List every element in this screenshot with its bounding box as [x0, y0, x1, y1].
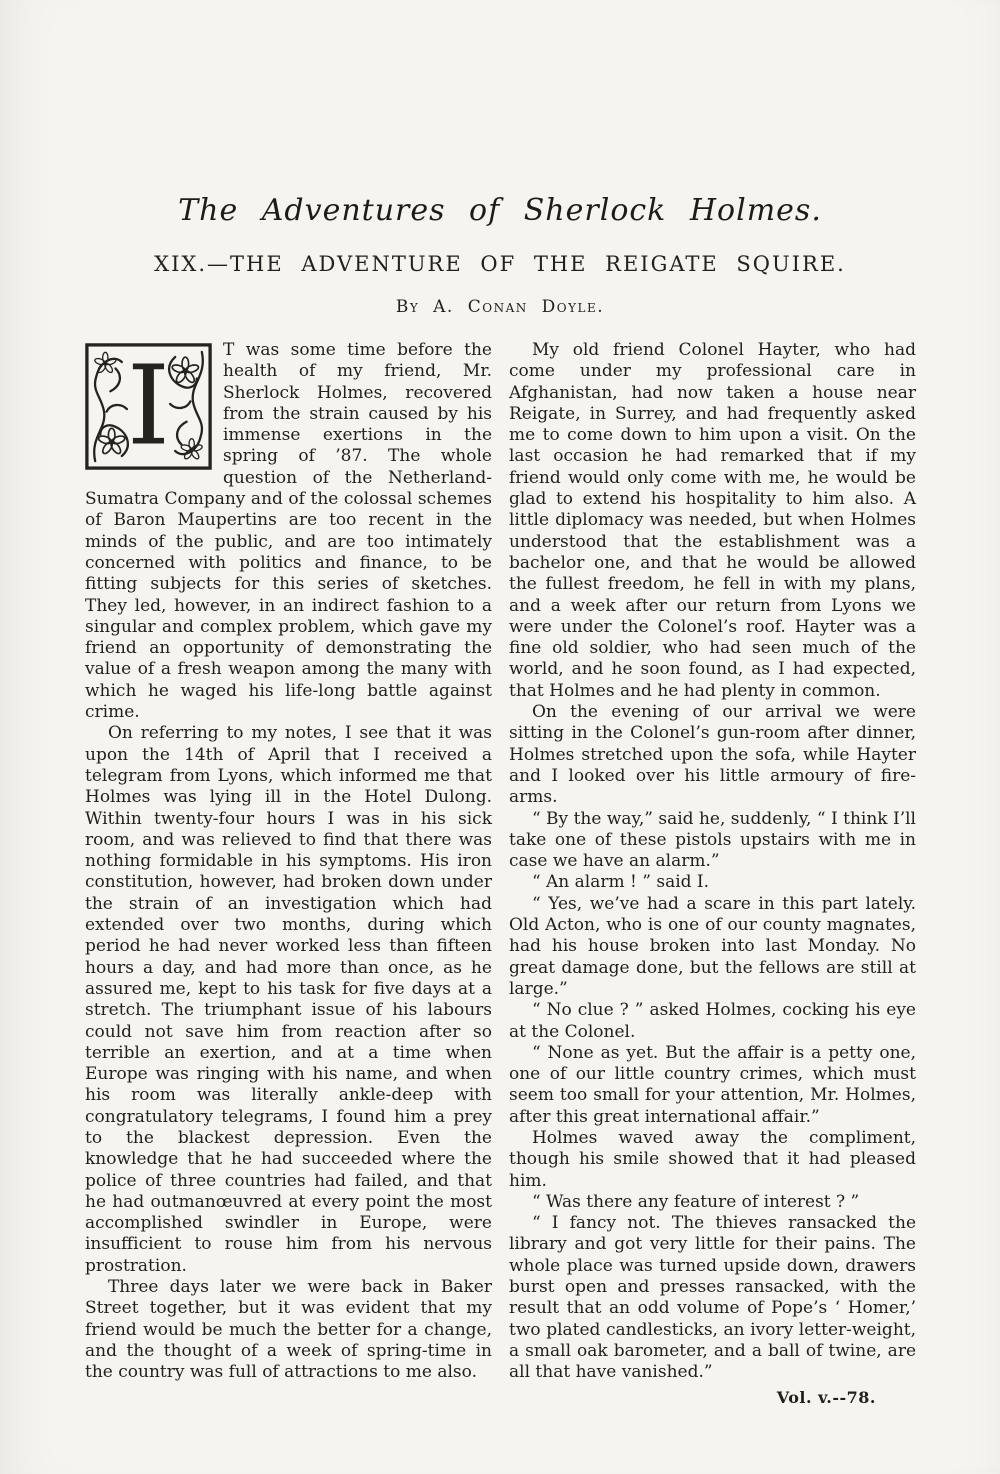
paragraph: “ By the way,” said he, suddenly, “ I think I’ll take one of these pistols upstairs with me in case we have an alarm.”: [509, 808, 916, 872]
volume-footer: Vol. v.--78.: [776, 1387, 876, 1407]
page-title: The Adventures of Sherlock Holmes.: [178, 193, 822, 228]
left-column: [85, 340, 492, 1384]
paragraph: [85, 340, 492, 723]
paragraph: Three days later we were back in Baker Street together, but it was evident that my friend would be much the better for a change, and the thought of a week of spring-time in the country was full of attractions to me also.: [85, 1277, 492, 1383]
page-header: [0, 0, 1000, 317]
chapter-heading: XIX.—THE ADVENTURE OF THE REIGATE SQUIRE.: [154, 252, 846, 276]
paragraph: “ Was there any feature of interest ? ”: [531, 1191, 860, 1212]
paragraph: “ I fancy not. The thieves ransacked the library and got very little for their pains. The whole place was turned upside down, drawers burst open and presses ransacked, with the result that an odd volume of Pope’s ‘ Homer,’ two plated candlesticks, an ivory letter-weight, a small oak barometer, and a ball of twine, are all that have vanished.”: [509, 1213, 916, 1383]
paragraph: My old friend Colonel Hayter, who had come under my professional care in Afghanistan, had now taken a house near Reigate, in Surrey, and had frequently asked me to come down to him upon a visit. On the last occasion he had remarked that if my friend would only come with me, he would be glad to extend his hospitality to him also. A little diplomacy was needed, but when Holmes understood that the establishment was a bachelor one, and that he would be allowed the fullest freedom, he fell in with my plans, and a week after our return from Lyons we were under the Colonel’s roof. Hayter was a fine old soldier, who had seen much of the world, and he soon found, as I had expected, that Holmes and he had plenty in common.: [509, 340, 916, 701]
byline: By A. Conan Doyle.: [395, 297, 605, 317]
paragraph: “ None as yet. But the affair is a petty one, one of our little country crimes, which must seem too small for your attention, Mr. Holmes, after this great international affair.”: [509, 1042, 916, 1127]
paragraph: Holmes waved away the compliment, though his smile showed that it had pleased him.: [509, 1127, 916, 1191]
text-columns: [85, 340, 916, 1384]
drop-cap-letter: I: [126, 343, 171, 470]
drop-cap-ornament-icon: [85, 343, 212, 470]
paragraph: On the evening of our arrival we were sitting in the Colonel’s gun-room after dinner, Holmes stretched upon the sofa, while Hayter and I looked over his little armoury of fire-arms.: [509, 702, 916, 808]
paragraph-text: T was some time before the health of my friend, Mr. Sherlock Holmes, recovered from the strain caused by his immense exertions in the spring of ’87. The whole question of the Netherland-Sumatra Company and of the colossal schemes of Baron Maupertins are too recent in the minds of the public, and are too intimately concerned with politics and finance, to be fitting subjects for this series of sketches. They led, however, in an indirect fashion to a singular and complex problem, which gave my friend an opportunity of demonstrating the value of a fresh weapon among the many with which he waged his life-long battle against crime.: [85, 340, 492, 723]
paragraph: “ Yes, we’ve had a scare in this part lately. Old Acton, who is one of our county magnates, had his house broken into last Monday. No great damage done, but the fellows are still at large.”: [509, 893, 916, 999]
paragraph: On referring to my notes, I see that it was upon the 14th of April that I received a telegram from Lyons, which informed me that Holmes was lying ill in the Hotel Dulong. Within twenty-four hours I was in his sick room, and was relieved to find that there was nothing formidable in his symptoms. His iron constitution, however, had broken down under the strain of an investigation which had extended over two months, during which period he had never worked less than fifteen hours a day, and had more than once, as he assured me, kept to his task for five days at a stretch. The triumphant issue of his labours could not save him from reaction after so terrible an exertion, and at a time when Europe was ringing with his name, and when his room was literally ankle-deep with congratulatory telegrams, I found him a prey to the blackest depression. Even the knowledge that he had succeeded where the police of three countries had failed, and that he had outmanœuvred at every point the most accomplished swindler in Europe, were insufficient to rouse him from his nervous prostration.: [85, 723, 492, 1276]
right-column: [509, 340, 916, 1384]
paragraph: “ No clue ? ” asked Holmes, cocking his eye at the Colonel.: [509, 1000, 916, 1042]
paragraph: “ An alarm ! ” said I.: [531, 872, 710, 893]
